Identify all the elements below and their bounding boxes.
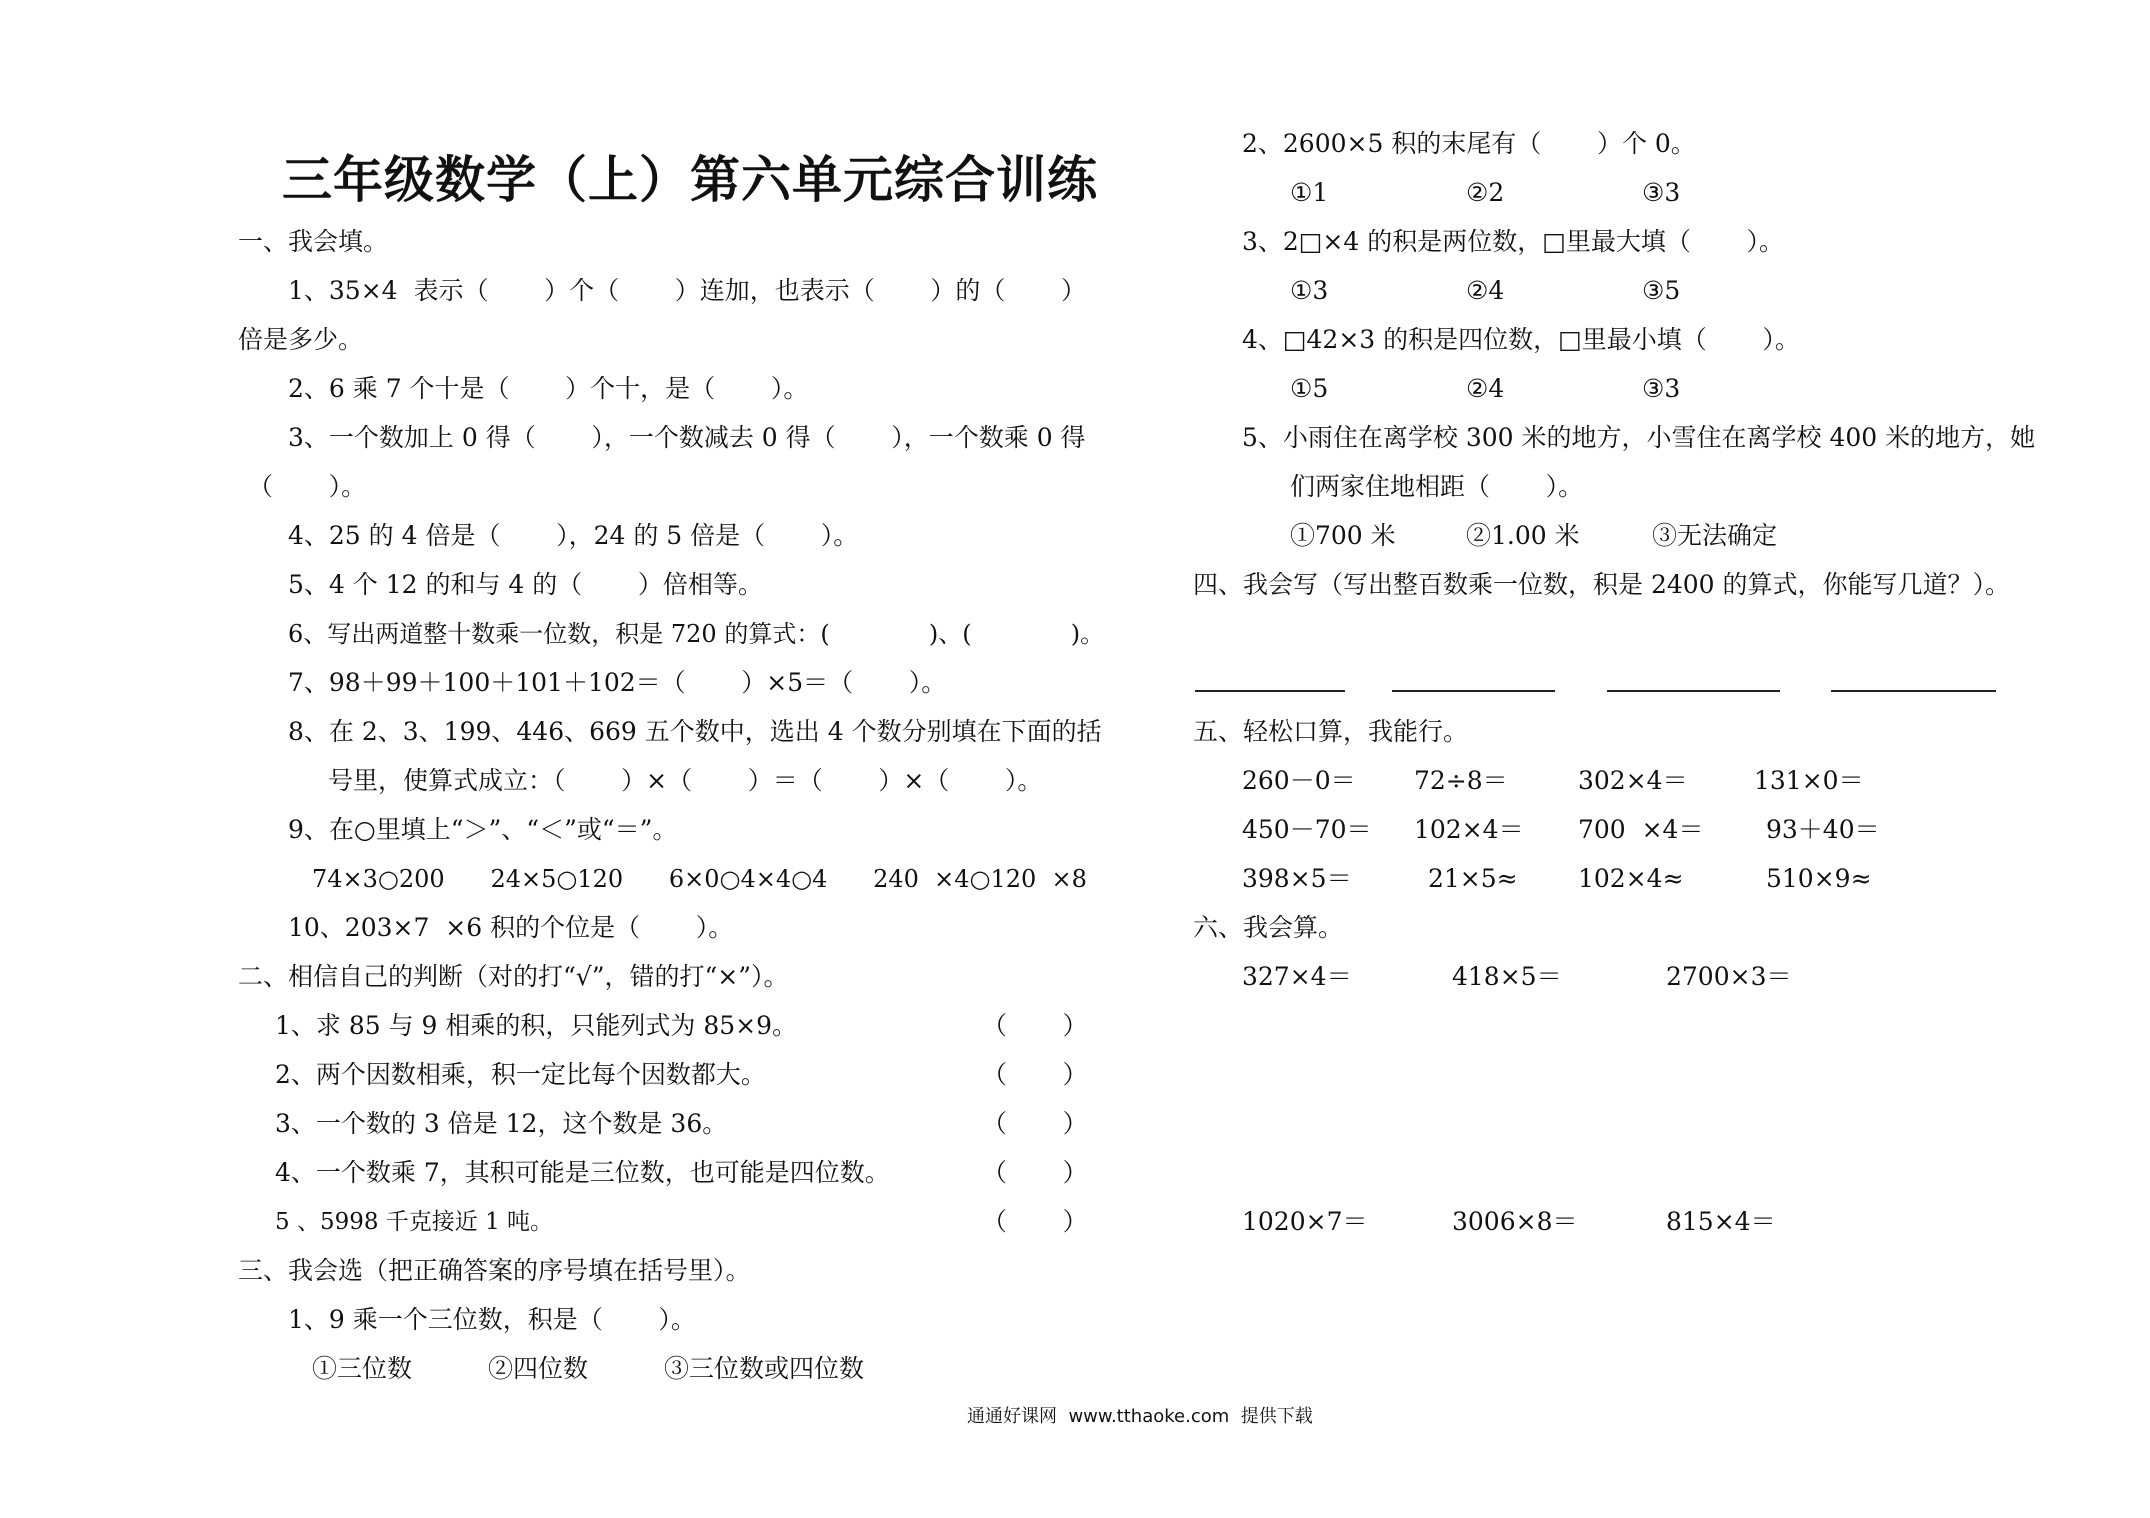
s5-r2-c1: 450－70＝	[1242, 815, 1372, 844]
s2-paren-5: （ ）	[982, 1207, 1088, 1236]
s1-q3-line2: （ ）。	[248, 472, 367, 501]
s1-q3-line1: 3、一个数加上 0 得（ ），一个数减去 0 得（ ），一个数乘 0 得	[288, 423, 1086, 452]
s1-q6: 6、写出两道整十数乘一位数，积是 720 的算式：( )、( )。	[288, 620, 1105, 648]
section1-heading: 一、我会填。	[238, 227, 389, 256]
s3-q1: 1、9 乘一个三位数，积是（ ）。	[288, 1305, 696, 1334]
s5-r1-c1: 260－0＝	[1242, 766, 1356, 795]
s1-q4: 4、25 的 4 倍是（ ），24 的 5 倍是（ ）。	[288, 521, 859, 550]
s3-q4-opt2: ②4	[1466, 374, 1505, 403]
s3-q1-opt1: ①三位数	[312, 1354, 413, 1383]
s1-q2: 2、6 乘 7 个十是（ ）个十，是（ ）。	[288, 374, 809, 403]
s6-r2-c1: 1020×7＝	[1242, 1207, 1368, 1236]
s1-q10: 10、203×7 ×6 积的个位是（ ）。	[288, 913, 734, 942]
s2-item-5: 5 、5998 千克接近 1 吨。	[275, 1209, 554, 1235]
s1-q9: 9、在○里填上“＞”、“＜”或“＝”。	[288, 815, 678, 844]
s1-q9-items: 74×3○200 24×5○120 6×0○4×4○4 240 ×4○120 ×8	[312, 865, 1087, 893]
s6-r2-c2: 3006×8＝	[1452, 1207, 1578, 1236]
answer-blank-2[interactable]	[1392, 690, 1555, 692]
answer-blank-4[interactable]	[1831, 690, 1996, 692]
s3-q4-opt1: ①5	[1290, 374, 1329, 403]
section4-heading: 四、我会写（写出整百数乘一位数，积是 2400 的算式，你能写几道？）。	[1193, 570, 2011, 599]
s6-r1-c1: 327×4＝	[1242, 962, 1352, 991]
s3-q1-opt3: ③三位数或四位数	[664, 1354, 865, 1383]
s5-r2-c2: 102×4＝	[1414, 815, 1524, 844]
s1-q8-line1: 8、在 2、3、199、446、669 五个数中，选出 4 个数分别填在下面的括	[288, 717, 1102, 746]
s6-r2-c3: 815×4＝	[1666, 1207, 1776, 1236]
s2-item-2: 2、两个因数相乘，积一定比每个因数都大。	[275, 1060, 766, 1089]
s5-r2-c3: 700 ×4＝	[1578, 815, 1704, 844]
s2-paren-3: （ ）	[982, 1109, 1088, 1138]
s2-item-3: 3、一个数的 3 倍是 12，这个数是 36。	[275, 1109, 728, 1138]
answer-blank-3[interactable]	[1607, 690, 1780, 692]
s3-q2-opt2: ②2	[1466, 178, 1505, 207]
s5-r3-c3: 102×4≈	[1578, 864, 1684, 893]
s3-q2: 2、2600×5 积的末尾有（ ）个 0。	[1242, 129, 1696, 158]
s3-q5-opt1: ①700 米	[1290, 521, 1396, 550]
s3-q3: 3、2□×4 的积是两位数，□里最大填（ ）。	[1242, 227, 1784, 256]
s3-q5-opt2: ②1.00 米	[1466, 521, 1580, 550]
s1-q1-line1: 1、35×4 表示（ ）个（ ）连加，也表示（ ）的（ ）	[288, 276, 1086, 305]
s1-q7: 7、98＋99＋100＋101＋102＝（ ）×5＝（ ）。	[288, 668, 947, 697]
s2-paren-4: （ ）	[982, 1158, 1088, 1187]
s2-paren-1: （ ）	[982, 1011, 1088, 1040]
s6-r1-c2: 418×5＝	[1452, 962, 1562, 991]
s3-q5-line2: 们两家住地相距（ ）。	[1290, 472, 1584, 501]
s5-r3-c4: 510×9≈	[1766, 864, 1872, 893]
s6-r1-c3: 2700×3＝	[1666, 962, 1792, 991]
s5-r1-c2: 72÷8＝	[1414, 766, 1508, 795]
s5-r3-c2: 21×5≈	[1428, 864, 1518, 893]
s3-q4: 4、□42×3 的积是四位数，□里最小填（ ）。	[1242, 325, 1800, 354]
s2-item-1: 1、求 85 与 9 相乘的积，只能列式为 85×9。	[275, 1011, 798, 1040]
answer-blank-1[interactable]	[1195, 690, 1345, 692]
s3-q1-opt2: ②四位数	[488, 1354, 589, 1383]
s2-item-4: 4、一个数乘 7，其积可能是三位数，也可能是四位数。	[275, 1158, 890, 1187]
s5-r1-c3: 302×4＝	[1578, 766, 1688, 795]
s3-q3-opt3: ③5	[1642, 276, 1681, 305]
footer-credit: 通通好课网 www.tthaoke.com 提供下载	[967, 1406, 1313, 1427]
s2-paren-2: （ ）	[982, 1060, 1088, 1089]
s1-q8-line2: 号里，使算式成立：（ ）×（ ）＝（ ）×（ ）。	[328, 766, 1043, 795]
s5-r3-c1: 398×5＝	[1242, 864, 1352, 893]
s3-q4-opt3: ③3	[1642, 374, 1681, 403]
s1-q1-line2: 倍是多少。	[238, 325, 364, 354]
s5-r2-c4: 93＋40＝	[1766, 815, 1880, 844]
s3-q5-opt3: ③无法确定	[1652, 521, 1778, 550]
s3-q5-line1: 5、小雨住在离学校 300 米的地方，小雪住在离学校 400 米的地方，她	[1242, 423, 2036, 452]
s3-q3-opt1: ①3	[1290, 276, 1329, 305]
section6-heading: 六、我会算。	[1193, 913, 1344, 942]
section5-heading: 五、轻松口算，我能行。	[1193, 717, 1469, 746]
section3-heading: 三、我会选（把正确答案的序号填在括号里）。	[238, 1256, 751, 1285]
s3-q2-opt1: ①1	[1290, 178, 1329, 207]
s3-q2-opt3: ③3	[1642, 178, 1681, 207]
s1-q5: 5、4 个 12 的和与 4 的（ ）倍相等。	[288, 570, 763, 599]
s5-r1-c4: 131×0＝	[1754, 766, 1864, 795]
section2-heading: 二、相信自己的判断（对的打“√”，错的打“×”）。	[238, 962, 789, 991]
page-title: 三年级数学（上）第六单元综合训练	[282, 151, 1098, 209]
s3-q3-opt2: ②4	[1466, 276, 1505, 305]
